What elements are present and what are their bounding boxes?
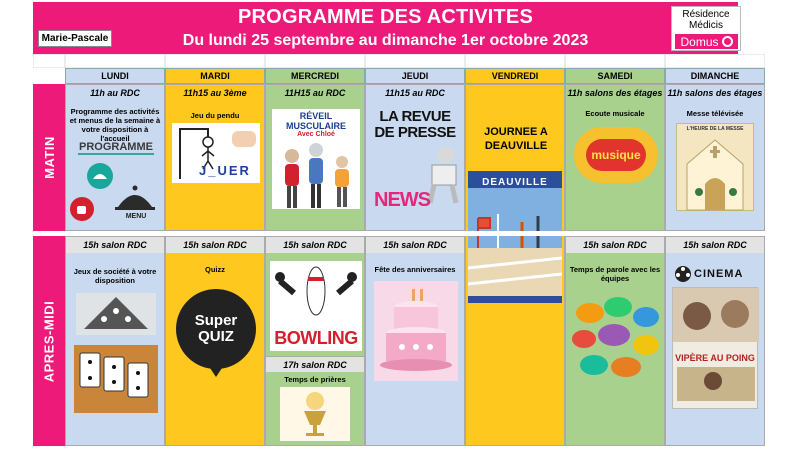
news-art: NEWS (374, 189, 430, 211)
time-label: 15h salon RDC (66, 237, 164, 253)
activity-description: Quizz (205, 265, 225, 274)
excursion-title: JOURNEE A DEAUVILLE (484, 126, 548, 152)
day-header-mardi: MARDI (165, 68, 265, 84)
activity-description: Jeux de société à votre disposition (73, 267, 157, 285)
super-quiz-badge (176, 289, 256, 369)
heart-icon (722, 36, 733, 47)
residence-line1: Résidence (682, 9, 730, 20)
bowling-pin-icon (270, 261, 362, 323)
church-icon (677, 132, 753, 212)
grid-lines (33, 54, 765, 68)
time-label: 15h salon RDC (566, 237, 664, 253)
activity-description: Temps de parole avec les équipes (569, 265, 661, 283)
deauville-art: DEAUVILLE (482, 177, 548, 188)
activity-description: Fête des anniversaires (374, 265, 456, 274)
musique-picture (574, 127, 658, 183)
cell-morning-mardi (165, 84, 265, 231)
day-header-samedi: SAMEDI (565, 68, 665, 84)
time-label: 11h15 au RDC (385, 88, 445, 98)
board-game-icon (74, 289, 158, 339)
cell-afternoon-mercredi (265, 236, 365, 446)
domus-brand: Domus (680, 34, 719, 49)
programme-art: PROGRAMME (79, 141, 153, 153)
coach-name: Avec Chloé (297, 131, 335, 138)
time-label: 11h au RDC (90, 88, 140, 98)
activity-description: Messe télévisée (686, 109, 744, 118)
header-banner (33, 2, 738, 54)
seniors-exercising-icon (272, 138, 360, 216)
chalice-icon (280, 387, 350, 441)
cell-morning-samedi (565, 84, 665, 231)
musique-bubble (586, 139, 646, 171)
activity-description: Ecoute musicale (585, 109, 645, 118)
cell-morning-mercredi (265, 84, 365, 231)
poster-faces-icon (673, 288, 759, 342)
dominoes-icon (74, 345, 158, 413)
time-label: 15h salon RDC (266, 237, 364, 253)
cell-afternoon-jeudi (365, 236, 465, 446)
mass-art: L'HEURE DE LA MESSE (686, 126, 744, 132)
cell-vendredi-excursion (465, 84, 565, 446)
cell-afternoon-mardi (165, 236, 265, 446)
time-label-2: 17h salon RDC (266, 356, 364, 372)
menu-art: MENU (125, 213, 147, 220)
bowling-picture (270, 261, 362, 351)
time-label: 11h15 au 3ème (183, 88, 247, 98)
residence-logo (671, 6, 741, 51)
cell-afternoon-dimanche (665, 236, 765, 446)
hangman-picture (172, 123, 260, 183)
cell-afternoon-samedi (565, 236, 665, 446)
section-afternoon (33, 236, 65, 446)
time-label: 15h salon RDC (366, 237, 464, 253)
speech-bubbles-icon (570, 293, 662, 383)
section-morning-label: MATIN (41, 136, 57, 179)
day-header-lundi: LUNDI (65, 68, 165, 84)
activity-description: Programme des activités et menus de la semaine à votre disposition à l'accueil (69, 107, 161, 143)
activity-description-2: Temps de prières (284, 375, 346, 384)
time-label: 15h salon RDC (666, 237, 764, 253)
musique-art: musique (591, 148, 641, 162)
time-label: 15h salon RDC (166, 237, 264, 253)
cell-morning-dimanche (665, 84, 765, 231)
staff-name-label: Marie-Pascale (38, 30, 112, 47)
deauville-poster (468, 171, 562, 303)
day-header-dimanche: DIMANCHE (665, 68, 765, 84)
domus-logo (675, 34, 738, 49)
reveil-art: RÉVEIL MUSCULAIRE (286, 111, 346, 131)
section-afternoon-label: APRES-MIDI (41, 300, 57, 382)
cell-morning-lundi (65, 84, 165, 231)
page-title: PROGRAMME DES ACTIVITES (238, 6, 533, 28)
cell-afternoon-lundi (65, 236, 165, 446)
birthday-cake-icon (374, 281, 458, 381)
time-label: 11h salons des étages (667, 88, 763, 98)
movie-title: VIPÈRE AU POING (675, 353, 755, 363)
day-header-jeudi: JEUDI (365, 68, 465, 84)
bowling-art: BOWLING (274, 328, 358, 348)
poster-scene-icon (673, 363, 759, 403)
beach-scene-icon (468, 188, 562, 296)
time-label: 11H15 au RDC (284, 88, 346, 98)
hangman-word: J_UER (199, 163, 251, 178)
super-quiz-art: Super QUIZ (194, 312, 238, 345)
residence-line2: Médicis (689, 20, 723, 31)
section-morning (33, 84, 65, 231)
film-reel-icon (674, 265, 692, 283)
gym-picture (272, 109, 360, 209)
time-label: 11h salons des étages (567, 88, 663, 98)
activity-description: Jeu du pendu (190, 111, 240, 120)
speech-tail-icon (204, 365, 228, 379)
revue-de-presse-art: LA REVUE DE PRESSE (374, 108, 456, 141)
date-range: Du lundi 25 septembre au dimanche 1er octobre 2023 (182, 32, 589, 49)
day-header-mercredi: MERCREDI (265, 68, 365, 84)
cup-icon (68, 195, 96, 223)
movie-poster (672, 287, 758, 409)
day-header-vendredi: VENDREDI (465, 68, 565, 84)
cinema-art: CINEMA (694, 268, 744, 280)
mass-picture (676, 123, 754, 211)
cell-morning-jeudi (365, 84, 465, 231)
